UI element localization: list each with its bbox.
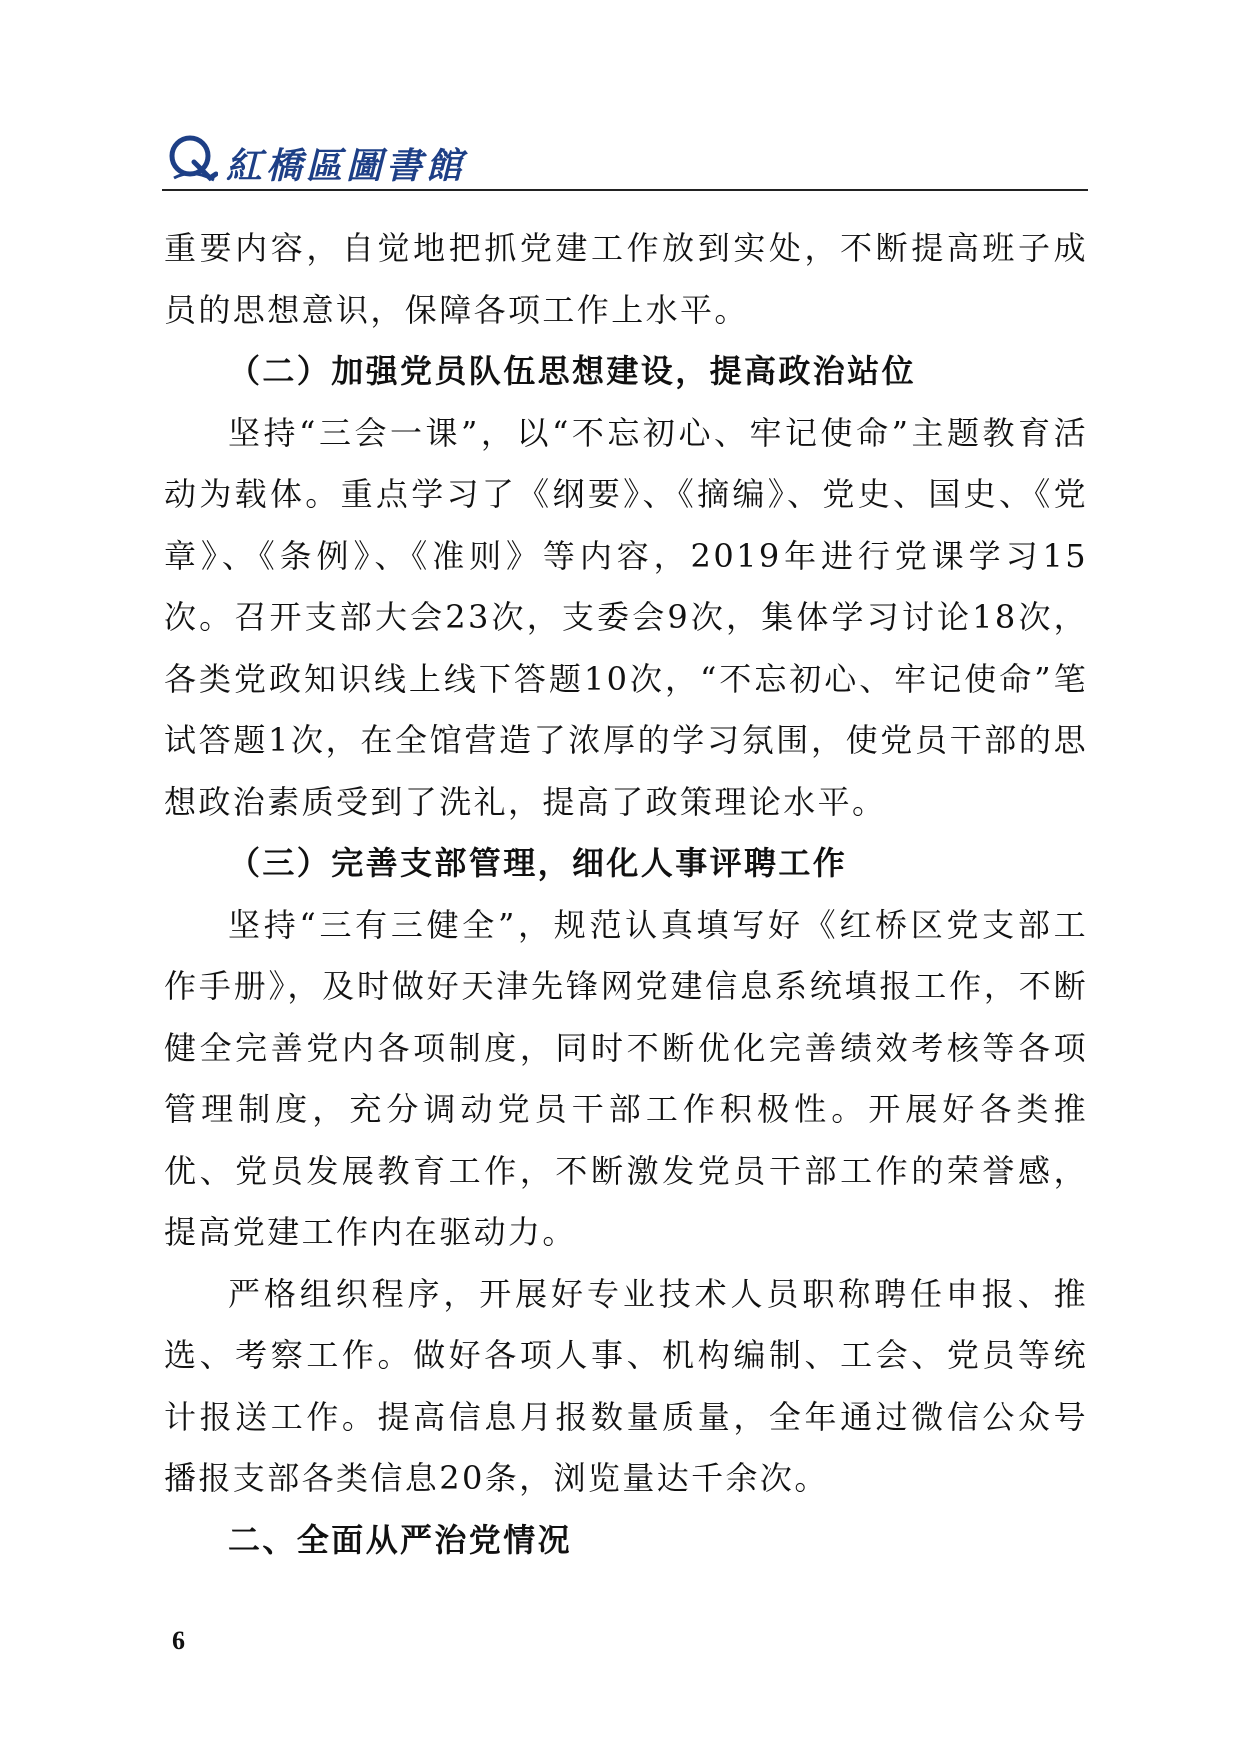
document-body: [164, 218, 1088, 1571]
subheading-2: （二）加强党员队伍思想建设，提高政治站位: [228, 352, 917, 390]
page-number: 6: [172, 1626, 185, 1655]
library-logo-icon: [166, 132, 218, 184]
paragraph-personnel: 严格组织程序，开展好专业技术人员职称聘任申报、推选、考察工作。做好各项人事、机构编制、工会、党员等统计报送工作。提高信息月报数量质量，全年通过微信公众号播报支部各类信息20条，浏览量达千余次。: [164, 1274, 1088, 1497]
header-divider: [162, 189, 1088, 191]
paragraph-study: 坚持“三会一课”，以“不忘初心、牢记使命”主题教育活动为载体。重点学习了《纲要》、《摘编》、党史、国史、《党章》、《条例》、《准则》等内容，2019年进行党课学习15次。召开支部大会23次，支委会9次，集体学习讨论18次，各类党政知识线上线下答题10次，“不忘初心、牢记使命”笔试答题1次，在全馆营造了浓厚的学习氛围，使党员干部的思想政治素质受到了洗礼，提高了政策理论水平。: [164, 413, 1088, 821]
page-header: [166, 128, 1086, 192]
paragraph-continued: 重要内容，自觉地把抓党建工作放到实处，不断提高班子成员的思想意识，保障各项工作上水平。: [164, 229, 1088, 329]
library-name-logo: 紅橋區圖書館: [226, 145, 467, 187]
paragraph-management: 坚持“三有三健全”，规范认真填写好《红桥区党支部工作手册》，及时做好天津先锋网党建信息系统填报工作，不断健全完善党内各项制度，同时不断优化完善绩效考核等各项管理制度，充分调动党员干部工作积极性。开展好各类推优、党员发展教育工作，不断激发党员干部工作的荣誉感，提高党建工作内在驱动力。: [164, 905, 1088, 1251]
subheading-3: （三）完善支部管理，细化人事评聘工作: [228, 844, 848, 882]
section-heading-2: 二、全面从严治党情况: [228, 1520, 573, 1559]
